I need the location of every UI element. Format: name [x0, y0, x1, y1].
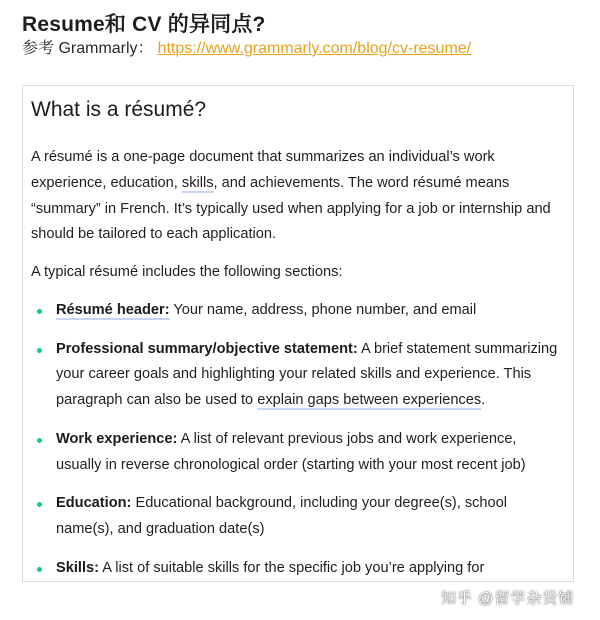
page-title: Resume和 CV 的异同点?	[22, 13, 266, 36]
bullet-dot-icon	[37, 567, 42, 572]
bullet-dot-icon	[37, 438, 42, 443]
bullet-text-end: .	[481, 392, 486, 409]
bullet-term[interactable]: Résumé header:	[56, 301, 170, 318]
article-excerpt-card	[22, 85, 574, 582]
bullet-text: A brief statement summarizing your career goals and highlighting your related skills and experience. This paragraph can also be used to	[56, 340, 558, 409]
list-item-skills	[31, 556, 565, 582]
bullet-text: Educational background, including your degree(s), school name(s), and graduation date(s)	[56, 495, 508, 537]
bullet-term: Professional summary/objective statement:	[56, 340, 358, 357]
reference-link[interactable]: https://www.grammarly.com/blog/cv-resume/	[157, 40, 472, 57]
bullet-term: Education:	[56, 495, 132, 512]
list-item-work-experience	[31, 427, 565, 479]
reference-line	[22, 35, 471, 58]
skills-link[interactable]: skills	[181, 174, 214, 191]
sections-list	[31, 298, 565, 581]
bullet-dot-icon	[37, 348, 42, 353]
sections-intro: A typical résumé includes the following sections:	[31, 264, 343, 281]
bullet-term: Skills:	[56, 559, 99, 576]
intro-text-2: , and achievements. The word résumé means “summary” in French. It’s typically used when applying for a job or internship and should be tailored to each application.	[31, 174, 551, 243]
bullet-dot-icon	[37, 309, 42, 314]
bullet-term: Work experience:	[56, 430, 178, 447]
list-item-education	[31, 491, 565, 543]
reference-label: 参考 Grammarly：	[22, 40, 154, 57]
list-item-header	[31, 298, 565, 324]
bullet-text: A list of relevant previous jobs and work experience, usually in reverse chronological order (starting with your most recent job)	[56, 430, 526, 473]
bullet-text: A list of suitable skills for the specific job you’re applying for	[99, 559, 485, 576]
list-item-summary	[31, 337, 565, 414]
card-heading: What is a résumé?	[31, 98, 207, 121]
intro-text-1: A résumé is a one-page document that summarizes an individual’s work experience, education,	[31, 149, 495, 191]
intro-paragraph	[31, 145, 565, 248]
bullet-dot-icon	[37, 502, 42, 507]
explain-gaps-link[interactable]: explain gaps between experiences	[257, 392, 482, 409]
bullet-text: Your name, address, phone number, and email	[169, 301, 477, 318]
watermark: 知乎 @留学杂货铺	[441, 590, 575, 607]
